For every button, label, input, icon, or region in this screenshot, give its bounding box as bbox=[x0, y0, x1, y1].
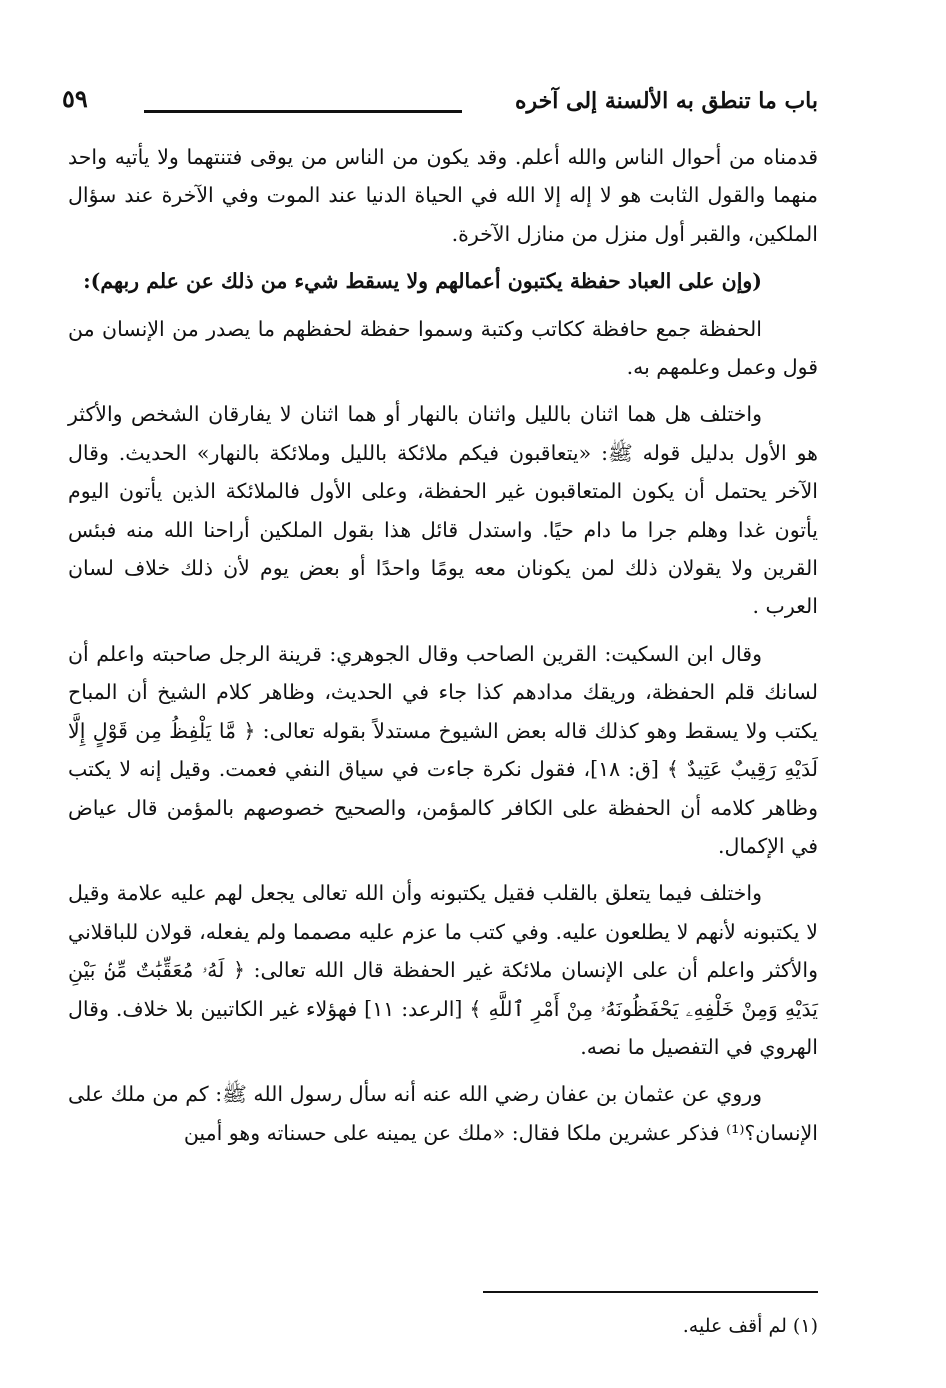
footnote-rule bbox=[483, 1291, 818, 1293]
running-header bbox=[62, 82, 818, 122]
paragraph-5: واختلف فيما يتعلق بالقلب فقيل يكتبونه وأن الله تعالى يجعل لهم عليه علامة وقيل لا يكتبونه لأنهم لا يطلعون عليه. وفي كتب ما عزم عليه مصمما ولم يفعله، قولان للباقلاني والأكثر واعلم أن على الإنسان ملائكة غير الحفظة قال الله تعالى: ﴿ لَهُۥ مُعَقِّبَٰتٌ مِّنۢ بَيْنِ يَدَيْهِ وَمِنْ خَلْفِهِۦ يَحْفَظُونَهُۥ مِنْ أَمْرِ ٱللَّهِ ﴾ [الرعد: ١١] فهؤلاء غير الكاتبين بلا خلاف. وقال الهروي في التفصيل ما نصه. bbox=[68, 881, 819, 1059]
footnote: (١) لم أقف عليه. bbox=[682, 1315, 818, 1337]
main-text bbox=[68, 138, 818, 1161]
paragraph-3: واختلف هل هما اثنان بالليل واثنان بالنهار أو هما اثنان لا يفارقان الشخص والأكثر هو الأول بدليل قوله ﷺ: «يتعاقبون فيكم ملائكة بالليل وملائكة بالنهار» الحديث. وقال الآخر يحتمل أن يكون المتعاقبون غير الحفظة، وعلى الأول فالملائكة الذين يأتون اليوم يأتون غدا وهلم جرا ما دام حيًا. واستدل قائل هذا بقول الملكين أراحنا الله منه فبئس القرين ولا يقولان ذلك لمن يكونان معه يومًا واحدًا أو بعض يوم لأن ذلك خلاف لسان العرب . bbox=[68, 402, 818, 619]
paragraph-1: قدمناه من أحوال الناس والله أعلم. وقد يكون من الناس من يوقى فتنتهما ولا يأتيه واحد منهما والقول الثابت هو لا إله إلا الله في الحياة الدنيا عند الموت وفي الآخرة عند سؤال الملكين، والقبر أول منزل من منازل الآخرة. bbox=[68, 145, 818, 246]
paragraph-4: وقال ابن السكيت: القرين الصاحب وقال الجوهري: قرينة الرجل صاحبته واعلم أن لسانك قلم الحفظة، وريقك مدادهم كذا جاء في الحديث، وظاهر كلام الشيخ أن المباح يكتب ولا يسقط وهو كذلك قاله بعض الشيوخ مستدلاً بقوله تعالى: ﴿ مَّا يَلْفِظُ مِن قَوْلٍ إِلَّا لَدَيْهِ رَقِيبٌ عَتِيدٌ ﴾ [ق: ١٨]، فقول نكرة جاءت في سياق النفي فعمت. وقيل إنه لا يكتب وظاهر كلامه أن الحفظة على الكافر كالمؤمن، والصحيح خصوصهم بالمؤمن قال عياض في الإكمال. bbox=[68, 641, 818, 858]
header-rule bbox=[144, 110, 462, 113]
paragraph-6: وروي عن عثمان بن عفان رضي الله عنه أنه سأل رسول الله ﷺ: كم من ملك على الإنسان؟⁽¹⁾ فذكر عشرين ملكا فقال: «ملك عن يمينه على حسناته وهو أمين bbox=[68, 1082, 818, 1145]
paragraph-2: الحفظة جمع حافظة ككاتب وكتبة وسموا حفظة لحفظهم ما يصدر من الإنسان من قول وعمل وعلمهم به. bbox=[68, 316, 818, 380]
matn-quote: (وإن على العباد حفظة يكتبون أعمالهم ولا يسقط شيء من ذلك عن علم ربهم): bbox=[83, 269, 762, 294]
page-number: ٥٩ bbox=[62, 84, 88, 113]
chapter-title: باب ما تنطق به الألسنة إلى آخره bbox=[514, 88, 818, 114]
